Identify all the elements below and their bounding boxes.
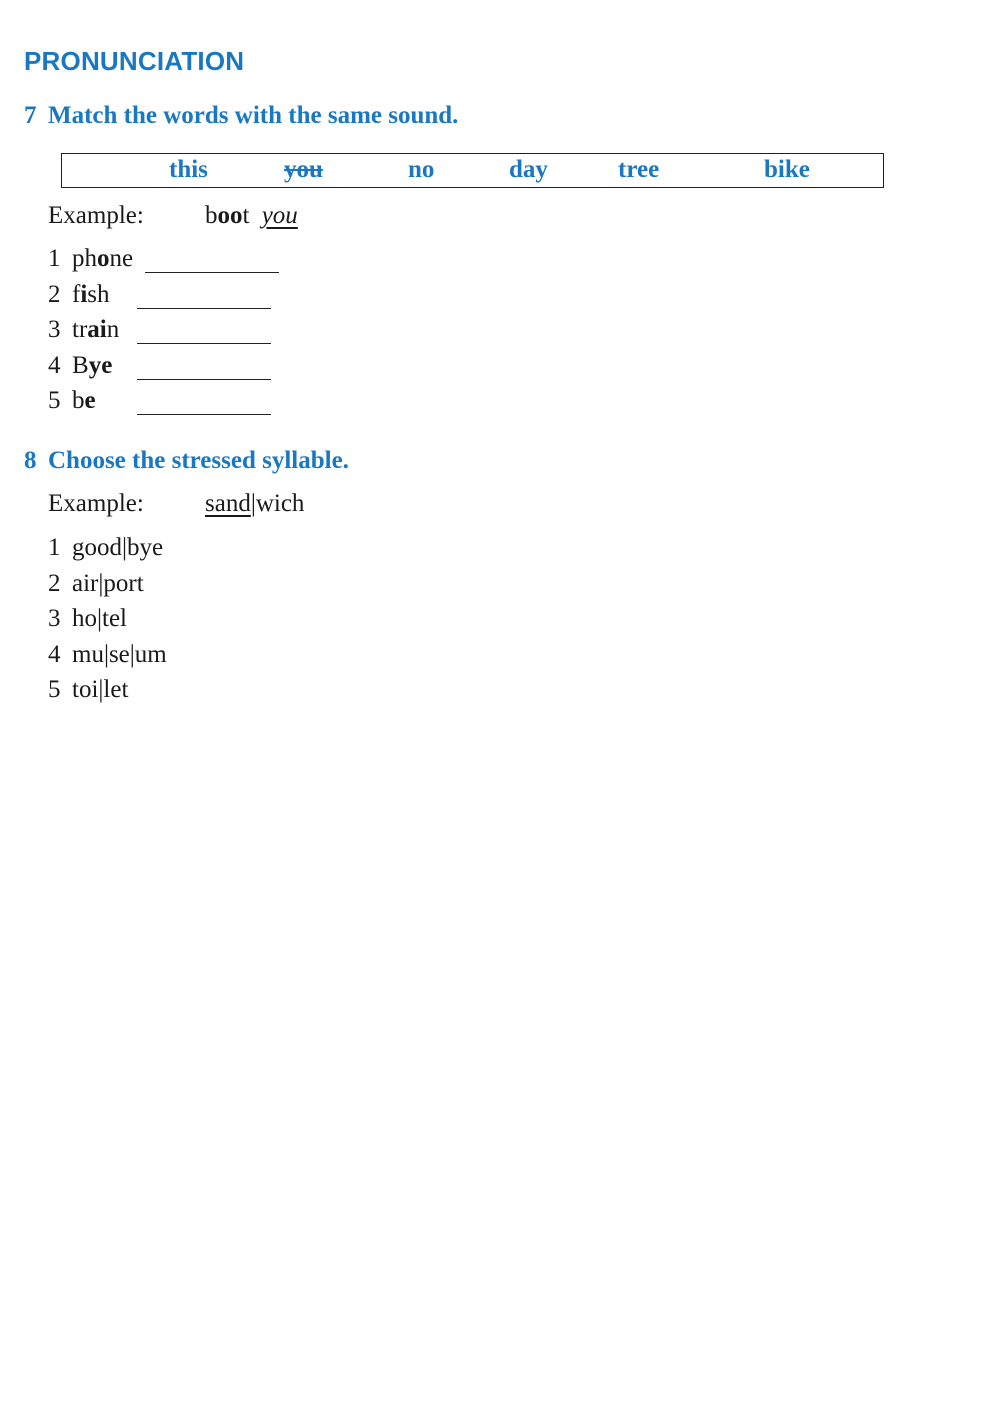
- word-bank: [61, 153, 884, 188]
- item-number: 4: [48, 352, 61, 379]
- list-item: [48, 352, 112, 380]
- word-part: sh: [87, 281, 110, 308]
- item-number: 2: [48, 570, 61, 597]
- word-bank-item-used: you: [284, 156, 323, 183]
- word-part: t: [242, 202, 250, 229]
- item-number: 2: [48, 281, 61, 308]
- item-number: 5: [48, 387, 61, 414]
- word-sound-bold: e: [84, 387, 96, 414]
- answer-blank[interactable]: [145, 272, 279, 273]
- word-rest: |wich: [250, 490, 305, 517]
- example-row: [48, 202, 144, 230]
- word-part: tr: [72, 316, 88, 343]
- word-sound-bold: ye: [88, 352, 113, 379]
- example-label: Example:: [48, 490, 144, 517]
- page-title: PRONUNCIATION: [24, 46, 245, 76]
- item-number: 5: [48, 676, 61, 703]
- word-sound-bold: ai: [87, 316, 107, 343]
- exercise-number: 8: [24, 447, 37, 474]
- answer-blank[interactable]: [137, 379, 271, 380]
- exercise-7-heading: [24, 102, 458, 130]
- item-number: 4: [48, 641, 61, 668]
- list-item[interactable]: [48, 605, 127, 633]
- syllable-word[interactable]: mu|se|um: [72, 641, 167, 668]
- list-item: [48, 245, 133, 273]
- word-bank-item: tree: [618, 156, 660, 183]
- example-row: [48, 490, 144, 518]
- exercise-number: 7: [24, 102, 37, 129]
- word-bank-item: bike: [764, 156, 810, 183]
- word-part: n: [106, 316, 120, 343]
- list-item: [48, 316, 119, 344]
- word-sound-bold: i: [80, 281, 88, 308]
- list-item[interactable]: [48, 570, 144, 598]
- list-item[interactable]: [48, 641, 167, 669]
- answer-blank[interactable]: [137, 308, 271, 309]
- example-word: [205, 490, 304, 518]
- word-part: ne: [109, 245, 134, 272]
- syllable-word[interactable]: ho|tel: [72, 605, 127, 632]
- word-sound-bold: oo: [217, 202, 243, 229]
- exercise-instruction: Match the words with the same sound.: [48, 102, 459, 129]
- answer-blank[interactable]: [137, 414, 271, 415]
- word-bank-item: day: [509, 156, 548, 183]
- example-word: [205, 202, 298, 230]
- syllable-word[interactable]: toi|let: [72, 676, 129, 703]
- example-label: Example:: [48, 202, 144, 229]
- item-number: 1: [48, 245, 61, 272]
- word-bank-item: this: [169, 156, 208, 183]
- word-part: f: [72, 281, 81, 308]
- list-item: [48, 387, 96, 415]
- list-item[interactable]: [48, 676, 128, 704]
- word-sound-bold: o: [97, 245, 110, 272]
- word-bank-item: no: [408, 156, 435, 183]
- item-number: 3: [48, 605, 61, 632]
- exercise-instruction: Choose the stressed syllable.: [48, 447, 349, 474]
- word-part: ph: [72, 245, 97, 272]
- stressed-syllable: sand: [205, 490, 251, 517]
- example-answer: you: [261, 202, 298, 229]
- answer-blank[interactable]: [137, 343, 271, 344]
- item-number: 1: [48, 534, 61, 561]
- syllable-word[interactable]: good|bye: [72, 534, 164, 561]
- exercise-8-heading: [24, 447, 349, 475]
- word-part: b: [205, 202, 218, 229]
- list-item[interactable]: [48, 534, 163, 562]
- item-number: 3: [48, 316, 61, 343]
- word-part: b: [72, 387, 85, 414]
- word-part: B: [72, 352, 89, 379]
- list-item: [48, 281, 110, 309]
- syllable-word[interactable]: air|port: [72, 570, 144, 597]
